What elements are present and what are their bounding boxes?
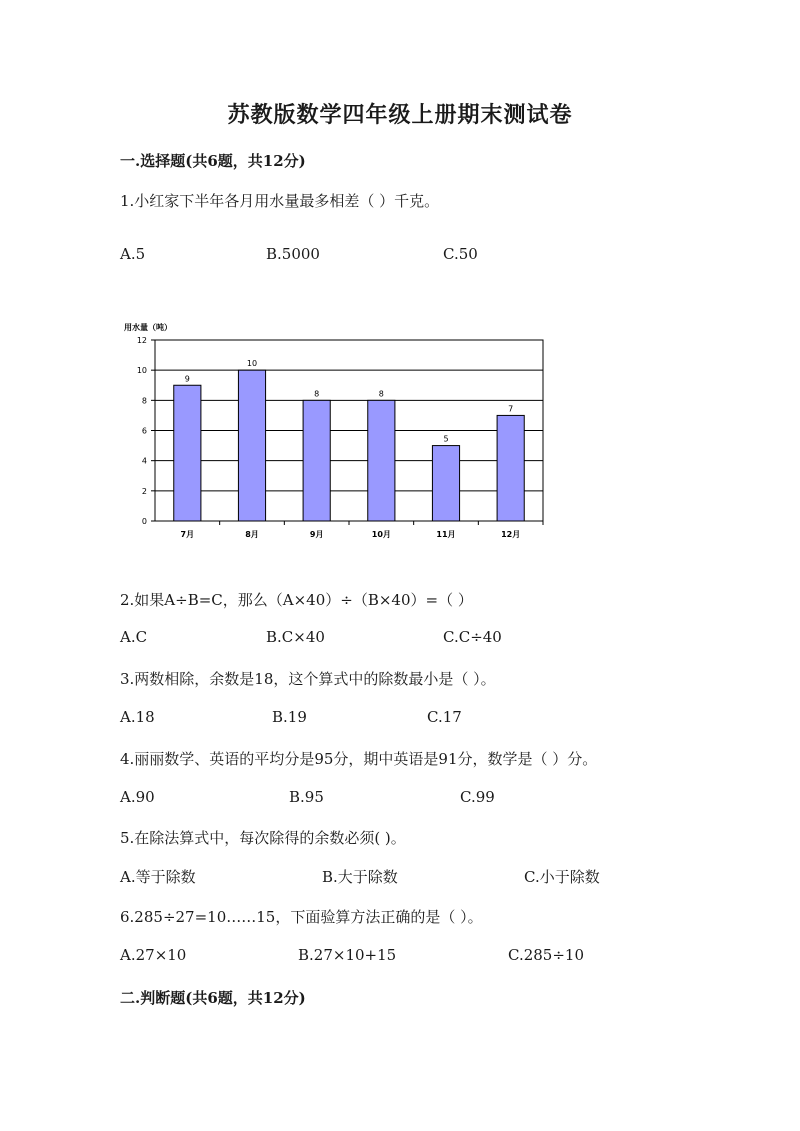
bar-value-label: 9 — [184, 374, 190, 384]
q4-option-b[interactable]: B.95 — [289, 788, 324, 806]
y-tick-label: 12 — [136, 336, 147, 345]
q6-option-c[interactable]: C.285÷10 — [508, 946, 584, 964]
x-tick-label: 10月 — [371, 530, 391, 539]
q4-option-a[interactable]: A.90 — [120, 788, 155, 806]
bar-value-label: 5 — [443, 434, 449, 444]
x-tick-label: 8月 — [245, 530, 259, 539]
q2-option-c[interactable]: C.C÷40 — [443, 628, 502, 646]
chart-y-axis-label: 用水量（吨） — [124, 323, 172, 332]
y-tick-label: 0 — [141, 517, 147, 526]
bar — [368, 400, 395, 521]
bar-value-label: 7 — [508, 404, 514, 414]
question-3: 3.两数相除，余数是18，这个算式中的除数最小是（ ）。 — [120, 670, 496, 688]
q4-option-c[interactable]: C.99 — [460, 788, 495, 806]
y-tick-label: 4 — [141, 456, 147, 466]
section-heading-choice: 一.选择题(共6题，共12分) — [120, 152, 306, 170]
x-tick-label: 7月 — [180, 530, 195, 539]
question-4: 4.丽丽数学、英语的平均分是95分，期中英语是91分，数学是（ ）分。 — [120, 750, 598, 768]
q5-option-c[interactable]: C.小于除数 — [524, 868, 600, 886]
y-tick-label: 8 — [141, 396, 147, 406]
x-tick-label: 9月 — [309, 530, 324, 539]
y-tick-label: 10 — [136, 366, 147, 376]
water-usage-bar-chart — [118, 318, 558, 550]
bar — [174, 385, 201, 521]
question-6: 6.285÷27=10……15，下面验算方法正确的是（ ）。 — [120, 908, 483, 926]
q6-option-b[interactable]: B.27×10+15 — [298, 946, 397, 964]
question-1: 1.小红家下半年各月用水量最多相差（ ）千克。 — [120, 192, 440, 210]
x-tick-label: 12月 — [501, 530, 521, 539]
q6-option-a[interactable]: A.27×10 — [120, 946, 187, 964]
bar — [303, 400, 330, 521]
bar — [497, 415, 524, 521]
bar-value-label: 10 — [246, 359, 258, 369]
question-5: 5.在除法算式中，每次除得的余数必须( )。 — [120, 829, 406, 847]
bar-value-label: 8 — [314, 389, 320, 399]
bar — [238, 370, 265, 521]
y-tick-label: 2 — [141, 486, 147, 496]
q2-option-a[interactable]: A.C — [120, 628, 148, 646]
section-heading-judge: 二.判断题(共6题，共12分) — [120, 989, 306, 1007]
q5-option-a[interactable]: A.等于除数 — [120, 868, 196, 886]
x-tick-label: 11月 — [436, 530, 456, 539]
q1-option-a[interactable]: A.5 — [120, 245, 146, 263]
q3-option-a[interactable]: A.18 — [120, 708, 155, 726]
q5-option-b[interactable]: B.大于除数 — [322, 868, 398, 886]
y-tick-label: 6 — [141, 426, 147, 436]
question-2: 2.如果A÷B=C，那么（A×40）÷（B×40）=（ ） — [120, 591, 473, 609]
q1-option-b[interactable]: B.5000 — [266, 245, 320, 263]
page-title: 苏教版数学四年级上册期末测试卷 — [227, 102, 573, 128]
q3-option-c[interactable]: C.17 — [427, 708, 462, 726]
q1-option-c[interactable]: C.50 — [443, 245, 478, 263]
q2-option-b[interactable]: B.C×40 — [266, 628, 325, 646]
q3-option-b[interactable]: B.19 — [272, 708, 307, 726]
bar — [432, 446, 459, 521]
bar-value-label: 8 — [378, 389, 384, 399]
